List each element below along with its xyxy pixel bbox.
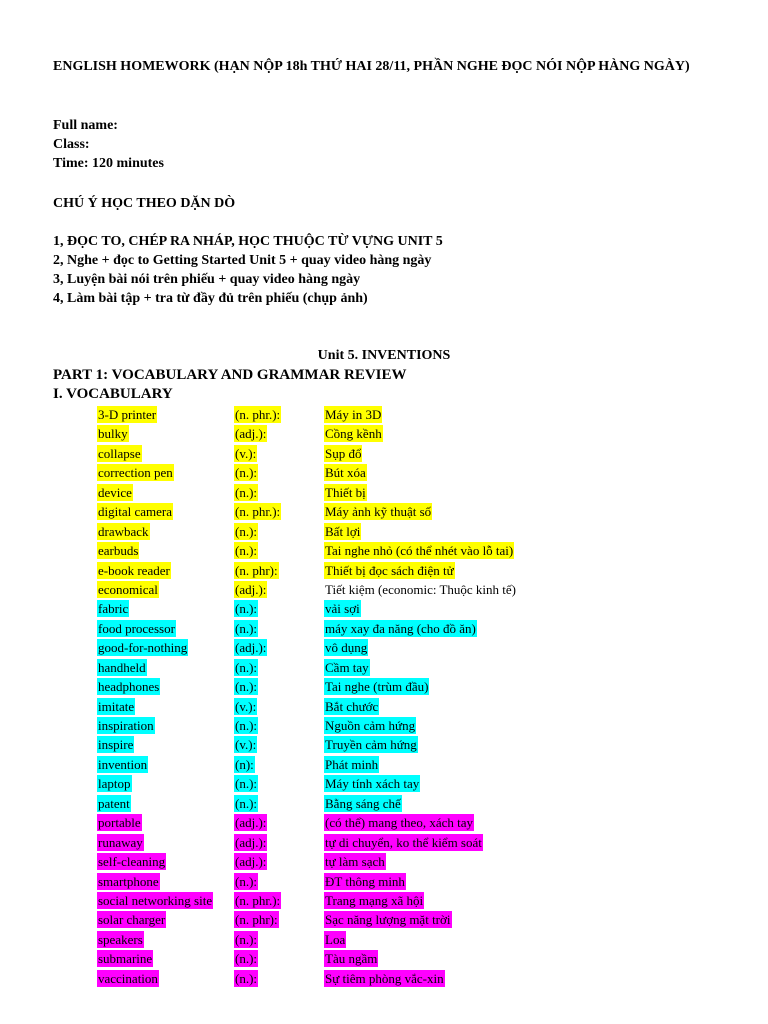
- vocab-part-of-speech: (v.):: [235, 445, 257, 461]
- vocab-word: economical: [98, 581, 158, 597]
- vocab-row: [97, 755, 717, 774]
- vocab-meaning: Bằng sáng chế: [325, 795, 401, 811]
- vocab-part-of-speech: (n.):: [235, 523, 258, 539]
- vocab-word: 3-D printer: [98, 407, 157, 422]
- vocab-word: vaccination: [98, 970, 158, 986]
- vocab-word: patent: [98, 795, 130, 811]
- vocab-word: inspiration: [98, 718, 154, 733]
- vocab-word: bulky: [98, 426, 128, 442]
- vocab-word: social networking site: [98, 892, 213, 908]
- vocab-part-of-speech: (v.):: [235, 698, 257, 714]
- vocab-row: [97, 735, 717, 754]
- vocab-row: [97, 910, 717, 929]
- vocab-part-of-speech: (n.):: [235, 620, 258, 636]
- vocab-row: [97, 561, 717, 580]
- vocab-meaning: Máy in 3D: [325, 407, 382, 422]
- vocab-meaning: Truyền cảm hứng: [325, 737, 417, 753]
- homework-title: ENGLISH HOMEWORK (HẠN NỘP 18h THỨ HAI 28/11, PHẦN NGHE ĐỌC NÓI NỘP HÀNG NGÀY): [53, 59, 690, 74]
- vocab-meaning: Trang mạng xã hội: [325, 892, 424, 908]
- vocab-row: [97, 716, 717, 735]
- vocab-part-of-speech: (n):: [235, 756, 254, 772]
- vocab-part-of-speech: (n.):: [235, 951, 258, 967]
- vocab-part-of-speech: (n. phr):: [235, 562, 278, 578]
- vocab-word: imitate: [98, 698, 135, 714]
- vocab-row: [97, 852, 717, 871]
- vocab-word: laptop: [98, 776, 131, 792]
- vocab-row: [97, 677, 717, 696]
- vocab-word: self-cleaning: [98, 854, 166, 870]
- vocab-word: invention: [98, 756, 148, 772]
- vocab-row: [97, 405, 717, 424]
- vocab-row: [97, 483, 717, 502]
- vocab-word: drawback: [98, 523, 149, 539]
- vocab-part-of-speech: (adj.):: [235, 854, 267, 870]
- vocab-meaning: Sụp đổ: [325, 445, 362, 461]
- vocab-word: good-for-nothing: [98, 640, 188, 656]
- vocab-word: runaway: [98, 834, 143, 850]
- section-title: I. VOCABULARY: [53, 386, 173, 402]
- vocab-meaning: (có thể) mang theo, xách tay: [325, 815, 473, 831]
- vocab-part-of-speech: (n.):: [235, 970, 258, 986]
- vocab-meaning: vải sợi: [325, 601, 360, 617]
- vocab-meaning: Bút xóa: [325, 465, 366, 481]
- vocab-part-of-speech: (n.):: [235, 601, 258, 617]
- vocab-part-of-speech: (n.):: [235, 873, 258, 889]
- vocab-part-of-speech: (n.):: [235, 543, 258, 559]
- vocab-meaning: máy xay đa năng (cho đồ ăn): [325, 620, 476, 636]
- vocab-word: food processor: [98, 620, 175, 636]
- vocab-meaning: Cầm tay: [325, 659, 369, 675]
- vocabulary-list: [97, 405, 717, 988]
- vocab-row: [97, 891, 717, 910]
- vocab-word: earbuds: [98, 543, 139, 559]
- vocab-part-of-speech: (n.):: [235, 795, 258, 811]
- vocab-word: handheld: [98, 659, 146, 675]
- vocab-part-of-speech: (n.):: [235, 776, 258, 792]
- vocab-part-of-speech: (adj.):: [235, 815, 267, 831]
- vocab-word: inspire: [98, 737, 134, 753]
- vocab-part-of-speech: (adj.):: [235, 640, 267, 656]
- vocab-row: [97, 949, 717, 968]
- vocab-word: device: [98, 484, 132, 500]
- vocab-part-of-speech: (n. phr):: [235, 912, 278, 928]
- vocab-word: headphones: [98, 679, 160, 695]
- vocab-word: solar charger: [98, 912, 166, 928]
- vocab-row: [97, 619, 717, 638]
- vocab-word: submarine: [98, 951, 153, 967]
- vocab-word: portable: [98, 815, 141, 831]
- vocab-meaning: tự di chuyển, ko thể kiểm soát: [325, 834, 482, 850]
- vocab-part-of-speech: (n.):: [235, 931, 258, 947]
- vocab-row: [97, 599, 717, 618]
- vocab-meaning: Thiết bị đọc sách điện tử: [325, 562, 454, 578]
- vocab-meaning: Bất lợi: [325, 523, 361, 539]
- vocab-meaning: Tai nghe nhỏ (có thể nhét vào lỗ tai): [325, 543, 514, 559]
- vocab-meaning: Bắt chước: [325, 698, 379, 714]
- instruction-1: 1, ĐỌC TO, CHÉP RA NHÁP, HỌC THUỘC TỪ VỰNG UNIT 5: [53, 234, 443, 249]
- vocab-row: [97, 697, 717, 716]
- vocab-meaning: Máy ảnh kỹ thuật số: [325, 504, 432, 520]
- vocab-part-of-speech: (adj.):: [235, 834, 267, 850]
- vocab-word: smartphone: [98, 873, 159, 889]
- vocab-meaning: Sự tiêm phòng vắc-xin: [325, 970, 444, 986]
- vocab-part-of-speech: (n.):: [235, 659, 258, 675]
- vocab-row: [97, 872, 717, 891]
- vocab-row: [97, 774, 717, 793]
- vocab-part-of-speech: (n.):: [235, 679, 258, 695]
- vocab-meaning: Tàu ngầm: [325, 951, 378, 967]
- vocab-row: [97, 580, 717, 599]
- unit-title: Unit 5. INVENTIONS: [317, 348, 451, 363]
- vocab-word: digital camera: [98, 504, 172, 520]
- vocab-part-of-speech: (adj.):: [235, 581, 267, 597]
- vocab-row: [97, 463, 717, 482]
- instruction-2: 2, Nghe + đọc to Getting Started Unit 5 + quay video hàng ngày: [53, 253, 432, 268]
- vocab-word: speakers: [98, 931, 143, 947]
- class-label: Class:: [53, 137, 90, 152]
- vocab-row: [97, 502, 717, 521]
- vocab-meaning: Cồng kềnh: [325, 426, 382, 442]
- vocab-part-of-speech: (n. phr.):: [235, 407, 281, 422]
- vocab-part-of-speech: (n.):: [235, 484, 258, 500]
- vocab-row: [97, 969, 717, 988]
- vocab-part-of-speech: (n.):: [235, 465, 258, 481]
- vocab-meaning: Phát minh: [325, 756, 379, 772]
- vocab-meaning: Sạc năng lượng mặt trời: [325, 912, 451, 928]
- vocab-meaning: tự làm sạch: [325, 854, 385, 870]
- vocab-meaning: Thiết bị: [325, 484, 366, 500]
- vocab-part-of-speech: (n. phr.):: [235, 504, 281, 520]
- vocab-word: collapse: [98, 445, 141, 461]
- vocab-meaning: vô dụng: [325, 640, 368, 656]
- vocab-meaning: Nguồn cảm hứng: [325, 718, 416, 733]
- instruction-4: 4, Làm bài tập + tra từ đầy đủ trên phiếu (chụp ảnh): [53, 291, 368, 306]
- vocab-word: e-book reader: [98, 562, 170, 578]
- vocab-row: [97, 813, 717, 832]
- full-name-label: Full name:: [53, 118, 118, 133]
- vocab-part-of-speech: (n. phr.):: [235, 892, 281, 908]
- vocab-meaning: Loa: [325, 931, 346, 947]
- vocab-meaning: ĐT thông minh: [325, 873, 405, 889]
- time-label: Time: 120 minutes: [53, 156, 164, 171]
- instruction-3: 3, Luyện bài nói trên phiếu + quay video hàng ngày: [53, 272, 361, 287]
- vocab-row: [97, 424, 717, 443]
- vocab-part-of-speech: (adj.):: [235, 426, 267, 442]
- vocab-part-of-speech: (v.):: [235, 737, 257, 753]
- vocab-row: [97, 833, 717, 852]
- vocab-row: [97, 638, 717, 657]
- study-note: CHÚ Ý HỌC THEO DẶN DÒ: [53, 196, 236, 211]
- vocab-row: [97, 541, 717, 560]
- vocab-row: [97, 658, 717, 677]
- vocab-word: correction pen: [98, 465, 173, 481]
- vocab-row: [97, 930, 717, 949]
- vocab-row: [97, 444, 717, 463]
- vocab-meaning: Tiết kiệm (economic: Thuộc kinh tế): [325, 581, 516, 597]
- vocab-meaning: Tai nghe (trùm đầu): [325, 679, 429, 695]
- vocab-row: [97, 522, 717, 541]
- vocab-word: fabric: [98, 601, 129, 617]
- part-title: PART 1: VOCABULARY AND GRAMMAR REVIEW: [53, 367, 407, 383]
- vocab-meaning: Máy tính xách tay: [325, 776, 420, 792]
- vocab-row: [97, 794, 717, 813]
- vocab-part-of-speech: (n.):: [235, 718, 258, 733]
